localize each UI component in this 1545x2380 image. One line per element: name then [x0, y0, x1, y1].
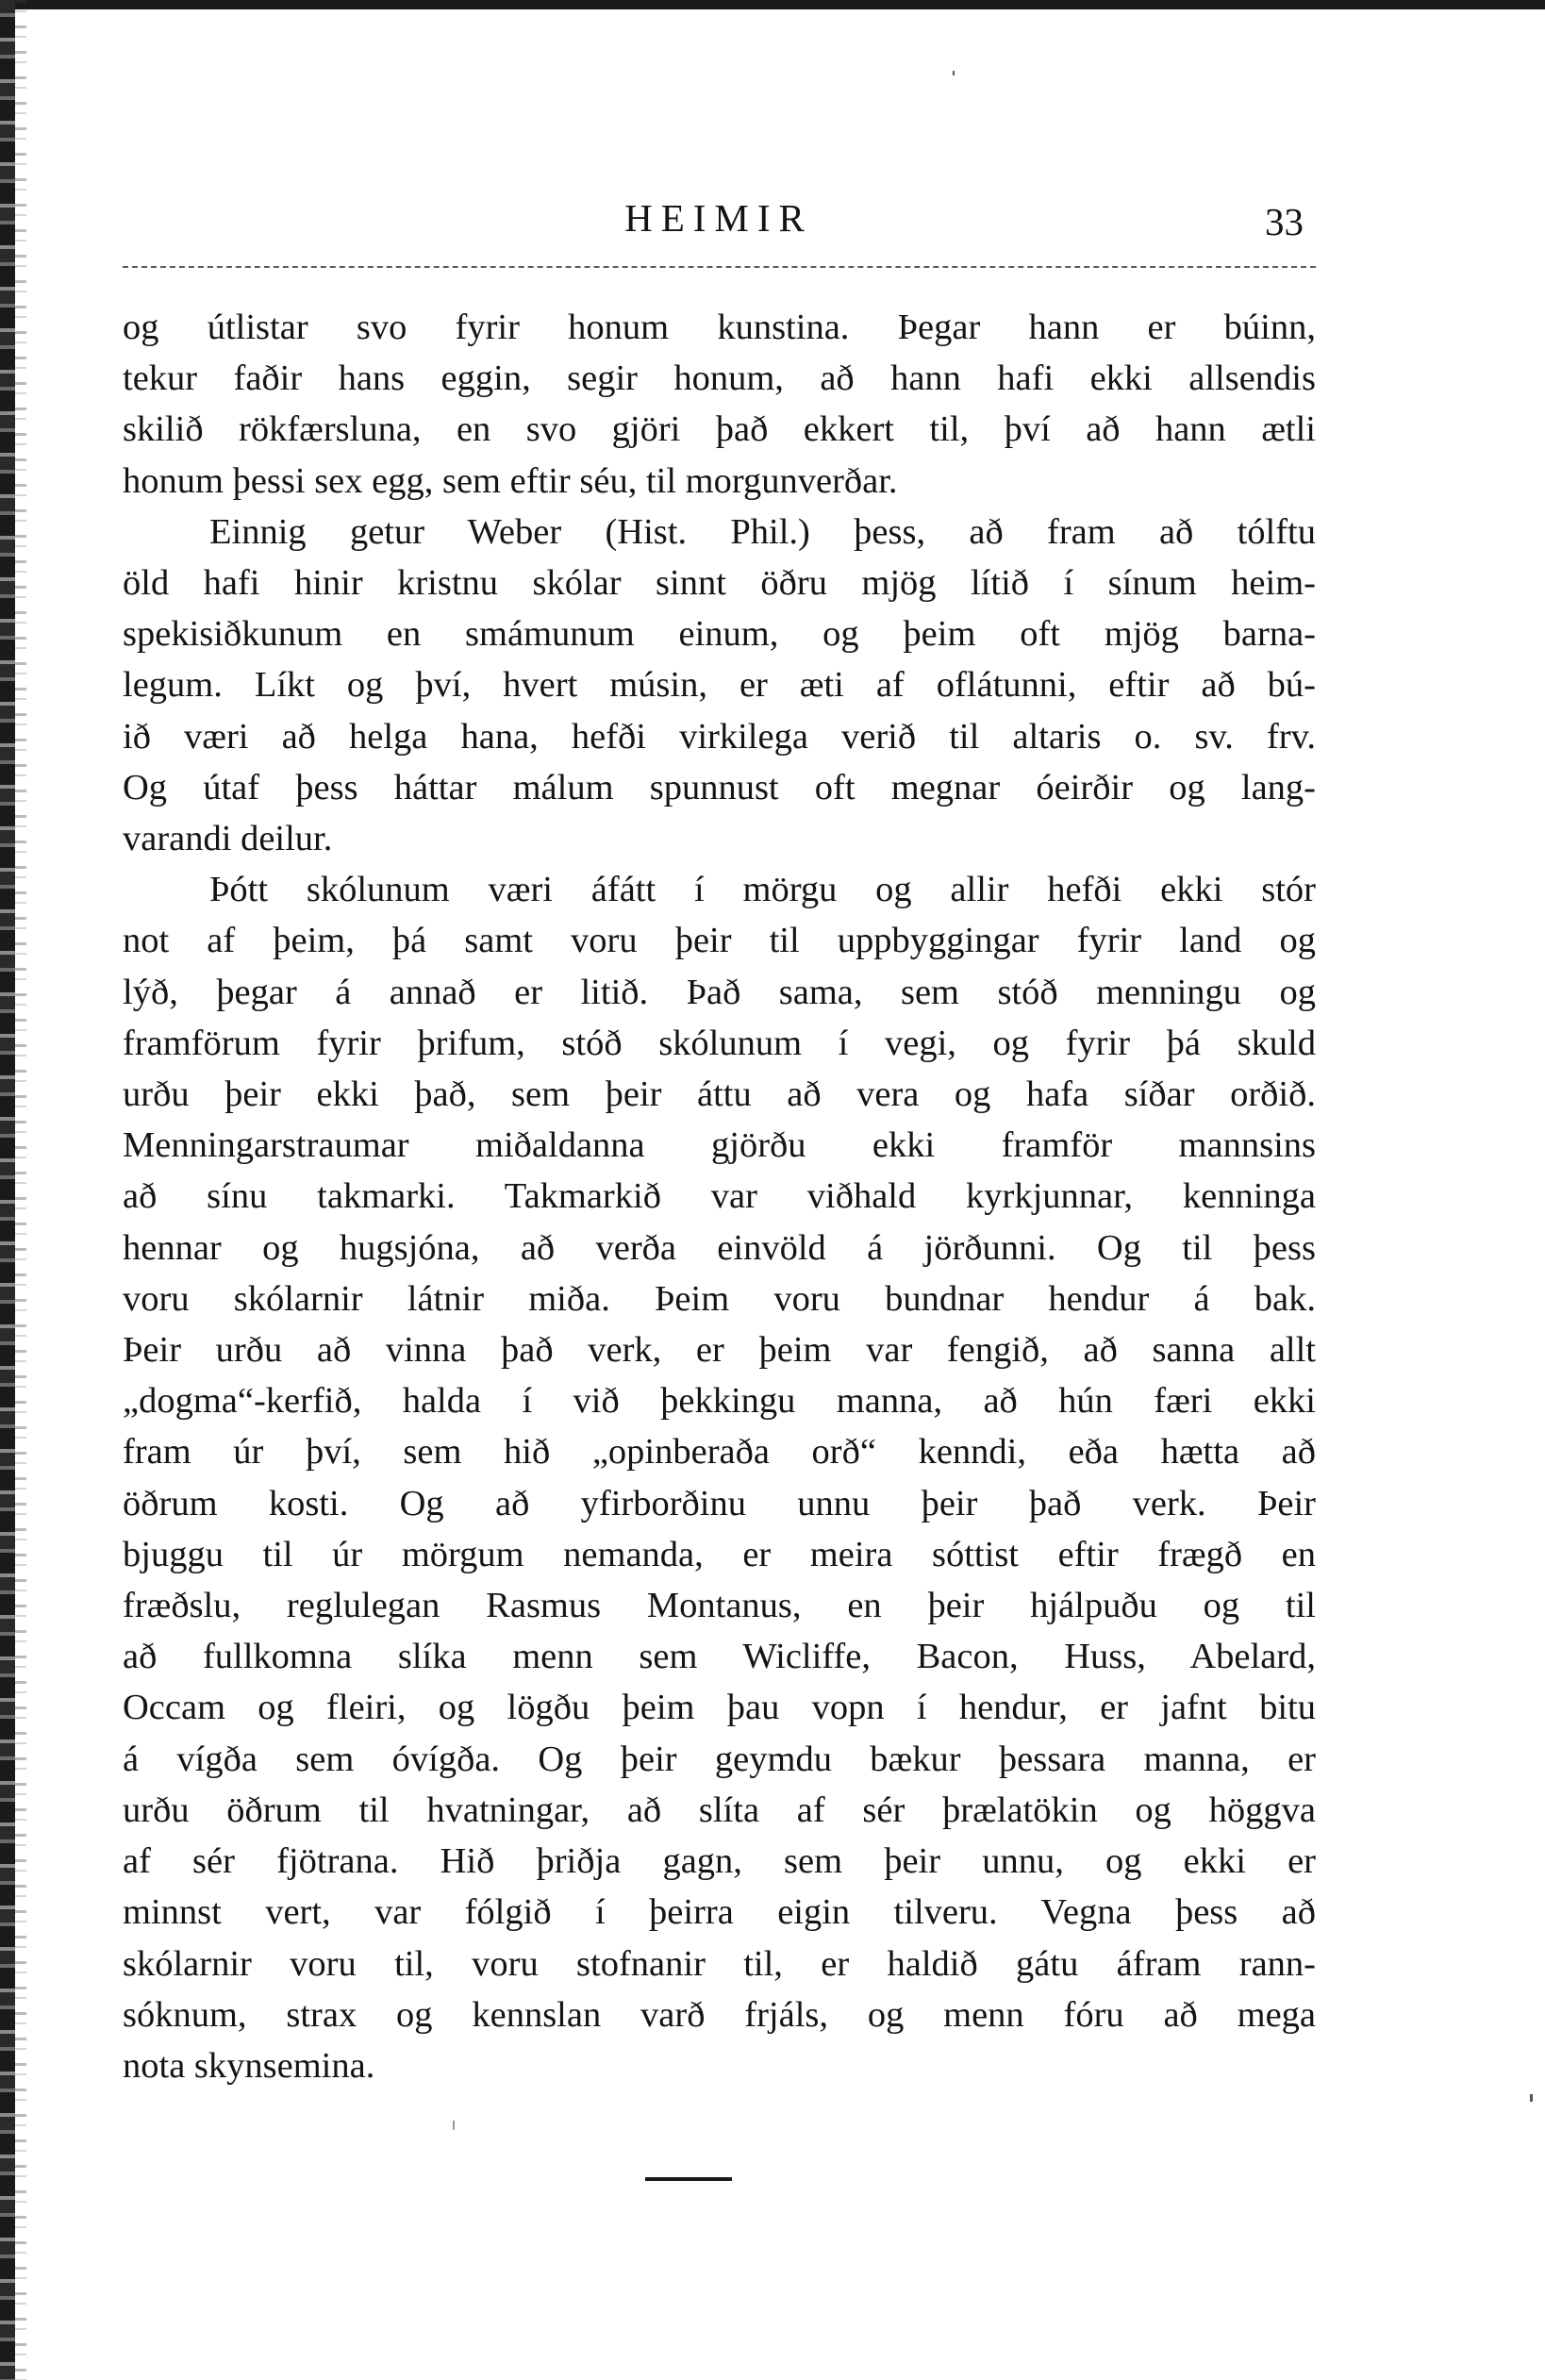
text-line: voru skólarnir látnir miða. Þeim voru bundnar hendur á bak.: [123, 1278, 1316, 1319]
text-line: honum þessi sex egg, sem eftir séu, til morgunverðar.: [123, 460, 898, 501]
text-line: Occam og fleiri, og lögðu þeim þau vopn í hendur, er jafnt bitu: [123, 1688, 1316, 1728]
text-line: urðu öðrum til hvatningar, að slíta af sér þrælatökin og höggva: [123, 1789, 1316, 1830]
text-line: lýð, þegar á annað er litið. Það sama, sem stóð menningu og: [123, 972, 1316, 1012]
text-line: spekisiðkunum en smámunum einum, og þeim oft mjög barna-: [123, 614, 1316, 655]
scan-speck: [953, 71, 955, 75]
scan-speck: [453, 2121, 455, 2130]
text-line: Þeir urðu að vinna það verk, er þeim var fengið, að sanna allt: [123, 1330, 1316, 1371]
text-line: skilið rökfærsluna, en svo gjöri það ekkert til, því að hann ætli: [123, 409, 1316, 450]
text-line: not af þeim, þá samt voru þeir til uppbyggingar fyrir land og: [123, 921, 1316, 961]
text-line: Og útaf þess háttar málum spunnust oft megnar óeirðir og lang-: [123, 767, 1316, 807]
scan-binding-edge: [0, 0, 15, 2380]
text-line: sóknum, strax og kennslan varð frjáls, og menn fóru að mega: [123, 1994, 1316, 2035]
scan-binding-shadow: [15, 0, 26, 2380]
text-line: skólarnir voru til, voru stofnanir til, er haldið gátu áfram rann-: [123, 1943, 1316, 1984]
text-line: ið væri að helga hana, hefði virkilega verið til altaris o. sv. frv.: [123, 716, 1316, 757]
text-line: Þótt skólunum væri áfátt í mörgu og allir hefði ekki stór: [209, 870, 1316, 910]
text-line: öld hafi hinir kristnu skólar sinnt öðru mjög lítið í sínum heim-: [123, 563, 1316, 604]
text-line: „dogma“-kerfið, halda í við þekkingu manna, að hún færi ekki: [123, 1381, 1316, 1422]
text-line: að sínu takmarki. Takmarkið var viðhald kyrkjunnar, kenninga: [123, 1176, 1316, 1217]
text-line: Einnig getur Weber (Hist. Phil.) þess, að fram að tólftu: [209, 511, 1316, 552]
text-line: bjuggu til úr mörgum nemanda, er meira sóttist eftir frægð en: [123, 1534, 1316, 1574]
text-line: tekur faðir hans eggin, segir honum, að hann hafi ekki allsendis: [123, 358, 1316, 399]
end-rule: [645, 2177, 732, 2181]
text-line: urðu þeir ekki það, sem þeir áttu að vera og hafa síðar orðið.: [123, 1074, 1316, 1115]
text-line: fram úr því, sem hið „opinberaða orð“ kenndi, eða hætta að: [123, 1432, 1316, 1473]
text-line: nota skynsemina.: [123, 2045, 375, 2086]
paragraph: [123, 864, 1316, 2091]
header-rule: [123, 266, 1316, 268]
body-text: [123, 302, 1316, 2091]
text-line: varandi deilur.: [123, 819, 333, 859]
scan-speck: [1530, 2094, 1533, 2102]
running-title: HEIMIR: [624, 196, 813, 240]
text-line: að fullkomna slíka menn sem Wicliffe, Bacon, Huss, Abelard,: [123, 1637, 1316, 1677]
page-number: 33: [1265, 200, 1304, 243]
text-line: öðrum kosti. Og að yfirborðinu unnu þeir það verk. Þeir: [123, 1483, 1316, 1523]
text-line: fræðslu, reglulegan Rasmus Montanus, en þeir hjálpuðu og til: [123, 1586, 1316, 1626]
text-line: og útlistar svo fyrir honum kunstina. Þegar hann er búinn,: [123, 308, 1316, 347]
scan-top-edge: [0, 0, 1545, 9]
text-line: á vígða sem óvígða. Og þeir geymdu bækur þessara manna, er: [123, 1739, 1316, 1779]
text-line: minnst vert, var fólgið í þeirra eigin tilveru. Vegna þess að: [123, 1892, 1316, 1933]
text-line: framförum fyrir þrifum, stóð skólunum í vegi, og fyrir þá skuld: [123, 1023, 1316, 1063]
text-line: Menningarstraumar miðaldanna gjörðu ekki framför mannsins: [123, 1125, 1316, 1166]
paragraph: [123, 302, 1316, 507]
text-line: legum. Líkt og því, hvert músin, er æti af oflátunni, eftir að bú-: [123, 665, 1316, 706]
text-line: hennar og hugsjóna, að verða einvöld á jörðunni. Og til þess: [123, 1227, 1316, 1268]
text-line: af sér fjötrana. Hið þriðja gagn, sem þeir unnu, og ekki er: [123, 1841, 1316, 1882]
page-header: [121, 189, 1317, 249]
paragraph: [123, 507, 1316, 864]
